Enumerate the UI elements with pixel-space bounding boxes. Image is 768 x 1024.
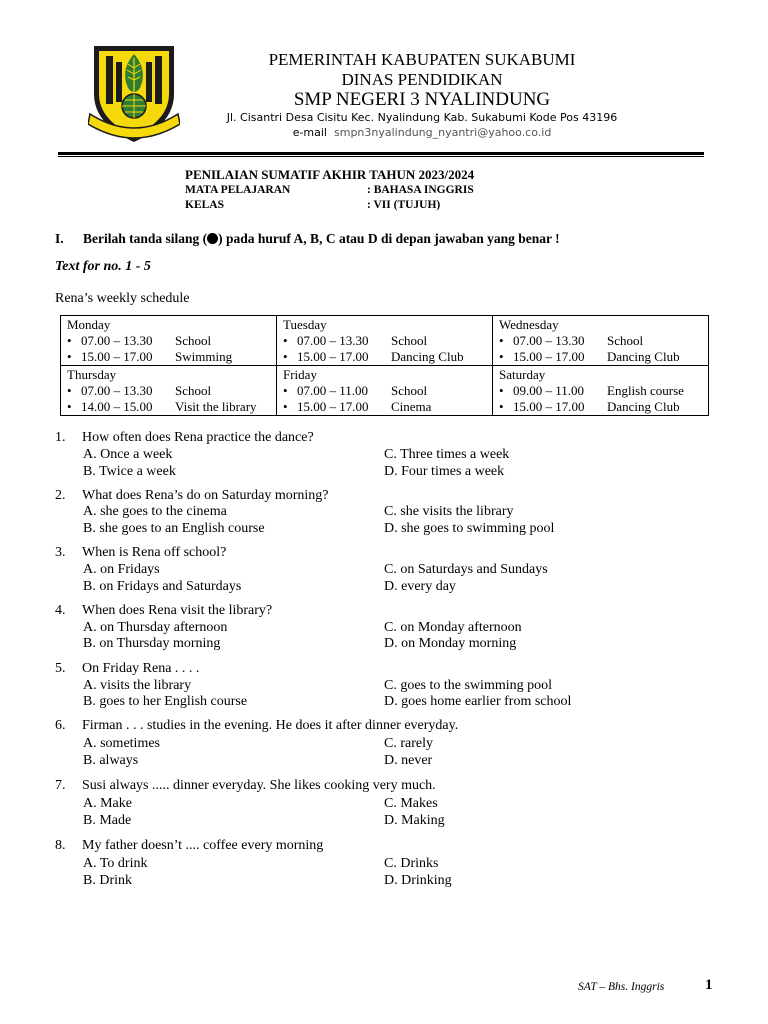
option-d[interactable]: D. on Monday morning bbox=[384, 636, 517, 651]
slot-time: 15.00 – 17.00 bbox=[81, 349, 153, 364]
section-instruction bbox=[55, 231, 560, 247]
slot-time: 07.00 – 11.00 bbox=[297, 383, 369, 398]
question-text: When does Rena visit the library? bbox=[82, 603, 273, 618]
option-b[interactable]: B. on Thursday morning bbox=[83, 636, 221, 651]
slot-time: 07.00 – 13.30 bbox=[81, 333, 153, 348]
slot-activity: Cinema bbox=[391, 399, 432, 414]
option-b[interactable]: B. on Fridays and Saturdays bbox=[83, 579, 242, 594]
option-a[interactable]: A. she goes to the cinema bbox=[83, 504, 227, 519]
schedule-slot bbox=[283, 333, 488, 349]
schedule-slot bbox=[67, 333, 272, 349]
schedule-slot bbox=[499, 399, 704, 415]
slot-activity: Dancing Club bbox=[607, 399, 680, 414]
bullet-icon: • bbox=[499, 349, 504, 364]
option-c[interactable]: C. rarely bbox=[384, 736, 433, 751]
schedule-slot bbox=[283, 349, 488, 365]
question-number: 2. bbox=[55, 488, 66, 503]
option-d[interactable]: D. goes home earlier from school bbox=[384, 694, 572, 709]
bullet-icon: • bbox=[283, 333, 288, 348]
bullet-icon: • bbox=[67, 383, 72, 398]
option-c[interactable]: C. Three times a week bbox=[384, 447, 510, 462]
schedule-slot bbox=[499, 333, 704, 349]
option-c[interactable]: C. she visits the library bbox=[384, 504, 514, 519]
bullet-icon: • bbox=[283, 399, 288, 414]
class-label: KELAS bbox=[185, 199, 224, 211]
bullet-icon: • bbox=[67, 333, 72, 348]
schedule-slot bbox=[499, 349, 704, 365]
slot-time: 14.00 – 15.00 bbox=[81, 399, 153, 414]
option-a[interactable]: A. on Thursday afternoon bbox=[83, 620, 228, 635]
question-text: Firman . . . studies in the evening. He does it after dinner everyday. bbox=[82, 718, 459, 733]
question-1 bbox=[55, 430, 314, 446]
bullet-icon: • bbox=[499, 383, 504, 398]
schedule-cell bbox=[61, 366, 277, 416]
question-number: 4. bbox=[55, 603, 66, 618]
class-value: : VII (TUJUH) bbox=[367, 199, 441, 211]
page-number: 1 bbox=[705, 977, 713, 993]
email-address[interactable]: smpn3nyalindung_nyantri@yahoo.co.id bbox=[334, 126, 552, 139]
bullet-icon: • bbox=[499, 333, 504, 348]
schedule-title: Rena’s weekly schedule bbox=[55, 291, 190, 306]
slot-activity: School bbox=[391, 383, 428, 398]
question-text: How often does Rena practice the dance? bbox=[82, 430, 314, 445]
day-name: Wednesday bbox=[499, 317, 559, 332]
schedule-slot bbox=[67, 399, 272, 415]
slot-time: 09.00 – 11.00 bbox=[513, 383, 585, 398]
schedule-cell bbox=[277, 316, 493, 366]
subject-value: : BAHASA INGGRIS bbox=[367, 184, 474, 196]
filled-circle-icon bbox=[207, 233, 218, 244]
schedule-cell bbox=[277, 366, 493, 416]
bullet-icon: • bbox=[283, 383, 288, 398]
schedule-cell bbox=[493, 366, 709, 416]
option-a[interactable]: A. Make bbox=[83, 796, 132, 811]
exam-title: PENILAIAN SUMATIF AKHIR TAHUN 2023/2024 bbox=[185, 167, 475, 182]
option-a[interactable]: A. Once a week bbox=[83, 447, 173, 462]
question-number: 3. bbox=[55, 545, 66, 560]
question-4 bbox=[55, 603, 272, 619]
slot-activity: School bbox=[175, 383, 212, 398]
slot-activity: Visit the library bbox=[175, 399, 257, 414]
option-b[interactable]: B. Twice a week bbox=[83, 464, 176, 479]
question-7 bbox=[55, 778, 436, 794]
slot-activity: School bbox=[607, 333, 644, 348]
option-b[interactable]: B. Made bbox=[83, 813, 132, 828]
bullet-icon: • bbox=[67, 399, 72, 414]
option-b[interactable]: B. she goes to an English course bbox=[83, 521, 265, 536]
option-d[interactable]: D. never bbox=[384, 753, 433, 768]
instruction-text-end: ) pada huruf A, B, C atau D di depan jawaban yang benar ! bbox=[218, 231, 560, 246]
schedule-slot bbox=[67, 349, 272, 365]
question-6 bbox=[55, 718, 458, 734]
slot-time: 15.00 – 17.00 bbox=[297, 349, 369, 364]
question-3 bbox=[55, 545, 226, 561]
option-c[interactable]: C. on Monday afternoon bbox=[384, 620, 522, 635]
schedule-cell bbox=[493, 316, 709, 366]
header-divider-thin bbox=[58, 156, 704, 157]
option-b[interactable]: B. always bbox=[83, 753, 139, 768]
bullet-icon: • bbox=[283, 349, 288, 364]
slot-activity: Dancing Club bbox=[607, 349, 680, 364]
question-text: On Friday Rena . . . . bbox=[82, 661, 200, 676]
option-d[interactable]: D. Drinking bbox=[384, 873, 452, 888]
option-c[interactable]: C. Drinks bbox=[384, 856, 439, 871]
school-name: SMP NEGERI 3 NYALINDUNG bbox=[293, 89, 551, 110]
day-name: Saturday bbox=[499, 367, 546, 382]
slot-activity: School bbox=[391, 333, 428, 348]
day-name: Tuesday bbox=[283, 317, 327, 332]
section-number: I. bbox=[55, 231, 64, 246]
slot-time: 15.00 – 17.00 bbox=[297, 399, 369, 414]
question-text: What does Rena’s do on Saturday morning? bbox=[82, 488, 329, 503]
question-number: 8. bbox=[55, 838, 66, 853]
question-8 bbox=[55, 838, 323, 854]
email-label: e-mail bbox=[292, 126, 327, 139]
government-name: PEMERINTAH KABUPATEN SUKABUMI bbox=[268, 50, 576, 69]
slot-activity: School bbox=[175, 333, 212, 348]
department-name: DINAS PENDIDIKAN bbox=[341, 70, 503, 89]
schedule-cell bbox=[61, 316, 277, 366]
slot-time: 15.00 – 17.00 bbox=[513, 399, 585, 414]
school-address: Jl. Cisantri Desa Cisitu Kec. Nyalindung Kab. Sukabumi Kode Pos 43196 bbox=[226, 111, 618, 124]
option-a[interactable]: A. sometimes bbox=[83, 736, 160, 751]
option-d[interactable]: D. she goes to swimming pool bbox=[384, 521, 555, 536]
question-number: 1. bbox=[55, 430, 66, 445]
question-number: 7. bbox=[55, 778, 66, 793]
slot-time: 07.00 – 13.30 bbox=[297, 333, 369, 348]
question-number: 5. bbox=[55, 661, 66, 676]
instruction-text-start: Berilah tanda silang ( bbox=[83, 231, 208, 246]
slot-time: 15.00 – 17.00 bbox=[513, 349, 585, 364]
option-d[interactable]: D. every day bbox=[384, 579, 456, 594]
slot-activity: English course bbox=[607, 383, 684, 398]
schedule-slot bbox=[283, 399, 488, 415]
subject-label: MATA PELAJARAN bbox=[185, 184, 291, 196]
option-a[interactable]: A. To drink bbox=[83, 856, 148, 871]
header-divider-thick bbox=[58, 152, 704, 155]
footer-label: SAT – Bhs. Inggris bbox=[578, 981, 665, 993]
option-a[interactable]: A. on Fridays bbox=[83, 562, 160, 577]
school-email-line bbox=[38, 126, 768, 139]
slot-activity: Swimming bbox=[175, 349, 233, 364]
bullet-icon: • bbox=[67, 349, 72, 364]
schedule-slot bbox=[283, 383, 488, 399]
option-c[interactable]: C. Makes bbox=[384, 796, 438, 811]
question-text: Susi always ..... dinner everyday. She likes cooking very much. bbox=[82, 778, 436, 793]
slot-time: 07.00 – 13.30 bbox=[81, 383, 153, 398]
option-c[interactable]: C. goes to the swimming pool bbox=[384, 678, 552, 693]
day-name: Thursday bbox=[67, 367, 117, 382]
question-text: My father doesn’t .... coffee every morning bbox=[82, 838, 324, 853]
day-name: Monday bbox=[67, 317, 111, 332]
option-d[interactable]: D. Making bbox=[384, 813, 445, 828]
slot-time: 07.00 – 13.30 bbox=[513, 333, 585, 348]
question-2 bbox=[55, 488, 329, 504]
day-name: Friday bbox=[283, 367, 317, 382]
bullet-icon: • bbox=[499, 399, 504, 414]
option-d[interactable]: D. Four times a week bbox=[384, 464, 505, 479]
slot-activity: Dancing Club bbox=[391, 349, 464, 364]
schedule-slot bbox=[67, 383, 272, 399]
text-for-label: Text for no. 1 - 5 bbox=[55, 259, 151, 274]
option-b[interactable]: B. Drink bbox=[83, 873, 132, 888]
schedule-slot bbox=[499, 383, 704, 399]
option-b[interactable]: B. goes to her English course bbox=[83, 694, 248, 709]
option-c[interactable]: C. on Saturdays and Sundays bbox=[384, 562, 548, 577]
question-text: When is Rena off school? bbox=[82, 545, 227, 560]
question-number: 6. bbox=[55, 718, 66, 733]
question-5 bbox=[55, 661, 199, 677]
option-a[interactable]: A. visits the library bbox=[83, 678, 192, 693]
weekly-schedule-table bbox=[60, 315, 709, 416]
